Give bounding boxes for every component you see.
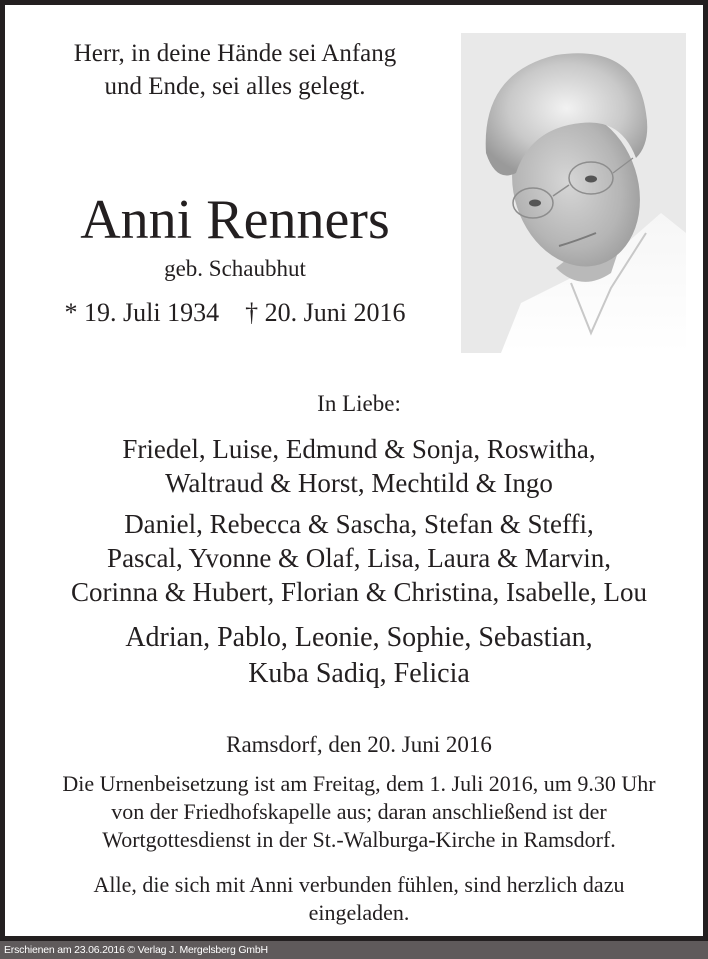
place-and-date: Ramsdorf, den 20. Juni 2016: [226, 732, 492, 757]
motto-line: und Ende, sei alles gelegt.: [104, 73, 366, 100]
in-liebe-heading: In Liebe:: [317, 391, 401, 416]
motto-line: Herr, in deine Hände sei Anfang: [73, 40, 397, 67]
invitation-text: [5, 871, 708, 927]
portrait-illustration: [461, 33, 686, 353]
invitation-line: eingeladen.: [308, 900, 410, 925]
deceased-name: Anni Renners: [80, 189, 390, 251]
life-dates: [25, 297, 445, 329]
mourner-line: Kuba Sadiq, Felicia: [248, 658, 470, 689]
mourners-grandchildren: [5, 507, 708, 609]
mourner-line: Pascal, Yvonne & Olaf, Lisa, Laura & Marvin,: [107, 543, 611, 573]
mourner-line: Daniel, Rebecca & Sascha, Stefan & Steffi,: [124, 509, 594, 539]
birth-date: * 19. Juli 1934: [64, 298, 220, 327]
funeral-line: Wortgottesdienst in der St.-Walburga-Kirche in Ramsdorf.: [102, 827, 616, 852]
maiden-name: geb. Schaubhut: [164, 256, 306, 281]
funeral-line: Die Urnenbeisetzung ist am Freitag, dem 1. Juli 2016, um 9.30 Uhr: [62, 771, 656, 796]
mourner-line: Corinna & Hubert, Florian & Christina, Isabelle, Lou: [71, 577, 647, 607]
mourner-line: Waltraud & Horst, Mechtild & Ingo: [165, 468, 553, 498]
publication-footer: Erschienen am 23.06.2016 © Verlag J. Mergelsberg GmbH: [0, 941, 708, 959]
mourner-line: Adrian, Pablo, Leonie, Sophie, Sebastian,: [125, 622, 593, 653]
mourner-line: Friedel, Luise, Edmund & Sonja, Roswitha,: [122, 434, 596, 464]
motto-verse: [25, 37, 445, 103]
invitation-line: Alle, die sich mit Anni verbunden fühlen, sind herzlich dazu: [93, 872, 625, 897]
funeral-details: [5, 770, 708, 854]
portrait-photo: [461, 33, 686, 353]
death-date: † 20. Juni 2016: [245, 298, 406, 327]
funeral-line: von der Friedhofskapelle aus; daran anschließend ist der: [111, 799, 607, 824]
mourners-children: [5, 432, 708, 500]
mourners-great-grandchildren: [5, 620, 708, 692]
